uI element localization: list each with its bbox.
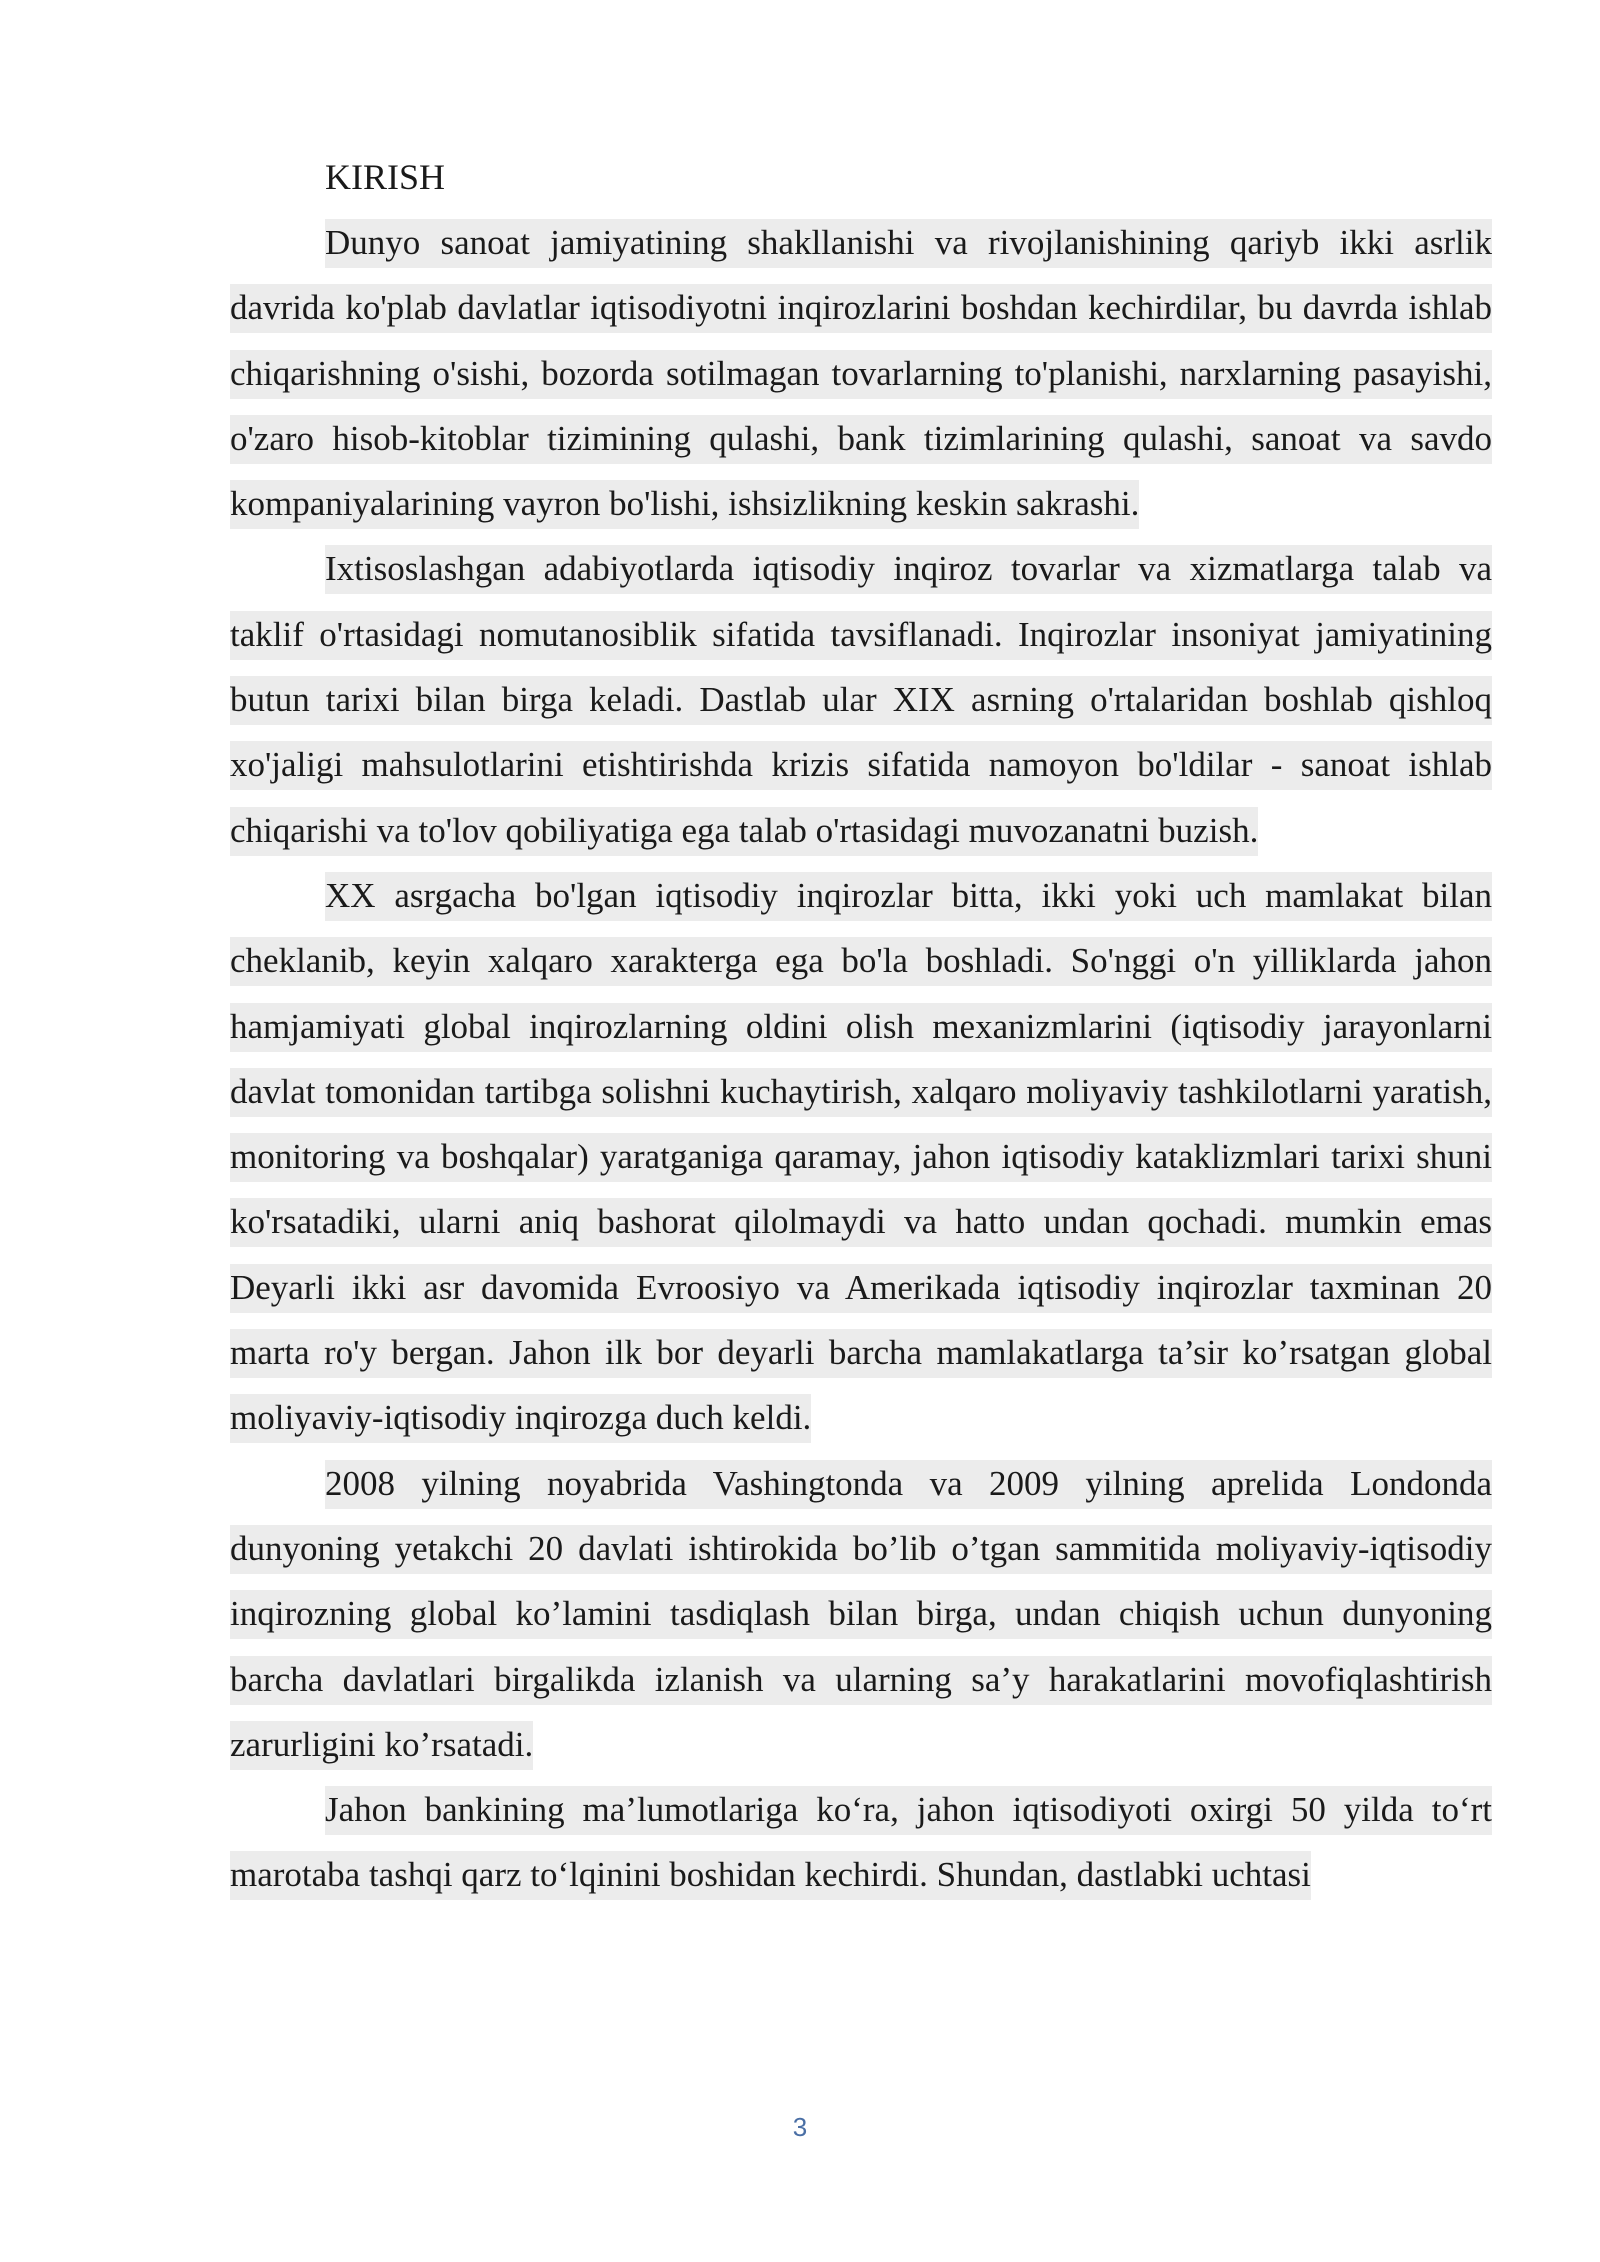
paragraph-2 <box>230 536 1492 862</box>
paragraph-text: 2008 yilning noyabrida Vashingtonda va 2009 yilning aprelida Londonda dunyoning yetakchi 20 davlati ishtirokida bo’lib o’tgan sammitida moliyaviy-iqtisodiy inqirozning global ko’lamini tasdiqlash bilan birga, undan chiqish uchun dunyoning barcha davlatlari birgalikda izlanish va ularning sa’y harakatlarini movofiqlashtirish zarurligini ko’rsatadi. <box>230 1463 1492 1764</box>
paragraph-1 <box>230 210 1492 536</box>
paragraph-3 <box>230 863 1492 1451</box>
paragraph-4 <box>230 1451 1492 1777</box>
document-body <box>230 145 1492 1908</box>
paragraph-text: Dunyo sanoat jamiyatining shakllanishi va rivojlanishining qariyb ikki asrlik davrida ko'plab davlatlar iqtisodiyotni inqirozlarini boshdan kechirdilar, bu davrda ishlab chiqarishning o'sishi, bozorda sotilmagan tovarlarning to'planishi, narxlarning pasayishi, o'zaro hisob-kitoblar tizimining qulashi, bank tizimlarining qulashi, sanoat va savdo kompaniyalarining vayron bo'lishi, ishsizlikning keskin sakrashi. <box>230 223 1492 524</box>
section-heading: KIRISH <box>325 157 446 197</box>
paragraph-text: Ixtisoslashgan adabiyotlarda iqtisodiy inqiroz tovarlar va xizmatlarga talab va taklif o'rtasidagi nomutanosiblik sifatida tavsiflanadi. Inqirozlar insoniyat jamiyatining butun tarixi bilan birga keladi. Dastlab ular XIX asrning o'rtalaridan boshlab qishloq xo'jaligi mahsulotlarini etishtirishda krizis sifatida namoyon bo'ldilar - sanoat ishlab chiqarishi va to'lov qobiliyatiga ega talab o'rtasidagi muvozanatni buzish. <box>230 549 1492 850</box>
paragraph-text: Jahon bankining ma’lumotlariga ko‘ra, jahon iqtisodiyoti oxirgi 50 yilda to‘rt marotaba tashqi qarz to‘lqinini boshidan kechirdi. Shundan, dastlabki uchtasi <box>230 1790 1492 1895</box>
paragraph-5 <box>230 1777 1492 1908</box>
page-number: 3 <box>792 2112 808 2142</box>
paragraph-text: XX asrgacha bo'lgan iqtisodiy inqirozlar bitta, ikki yoki uch mamlakat bilan cheklanib, keyin xalqaro xarakterga ega bo'la boshladi. So'nggi o'n yilliklarda jahon hamjamiyati global inqirozlarning oldini olish mexanizmlarini (iqtisodiy jarayonlarni davlat tomonidan tartibga solishni kuchaytirish, xalqaro moliyaviy tashkilotlarni yaratish, monitoring va boshqalar) yaratganiga qaramay, jahon iqtisodiy kataklizmlari tarixi shuni ko'rsatadiki, ularni aniq bashorat qilolmaydi va hatto undan qochadi. mumkin emas Deyarli ikki asr davomida Evroosiyo va Amerikada iqtisodiy inqirozlar taxminan 20 marta ro'y bergan. Jahon ilk bor deyarli barcha mamlakatlarga ta’sir ko’rsatgan global moliyaviy-iqtisodiy inqirozga duch keldi. <box>230 875 1492 1438</box>
